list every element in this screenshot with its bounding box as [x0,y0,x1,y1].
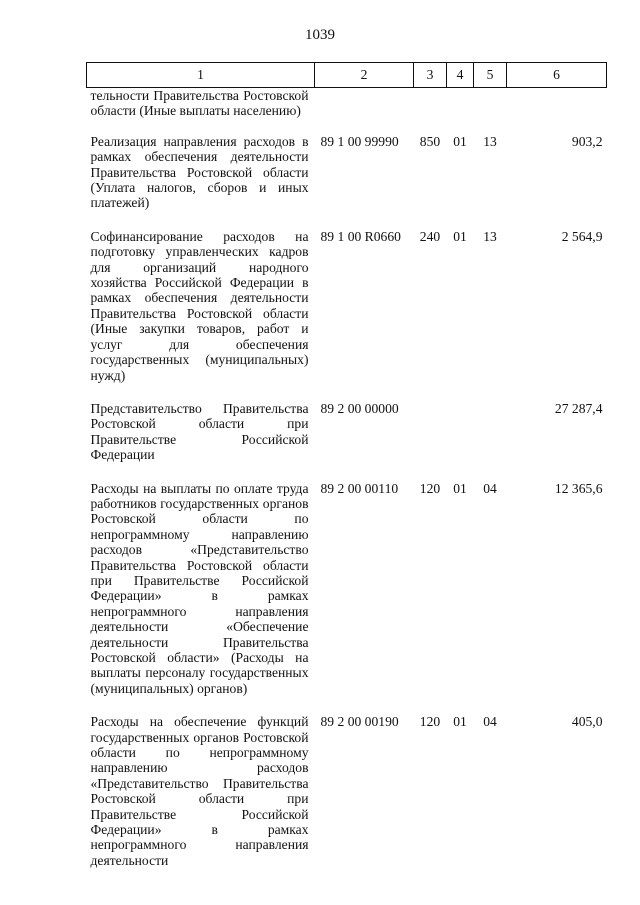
page-number: 1039 [305,27,335,43]
budget-table [86,62,607,886]
row-name: Представительство Правительства Ростовской области при Правительстве Российской Федерации [90,400,309,463]
row-pr: 04 [483,480,497,496]
row-rz: 01 [453,228,467,244]
header-col-3: 3 [414,63,447,88]
table-row [87,714,607,886]
row-pr: 13 [483,228,497,244]
row-rz: 01 [453,133,467,149]
row-sum: 405,0 [571,714,603,730]
row-code: 89 1 00 R0660 [320,228,401,244]
row-pr: 13 [483,133,497,149]
row-vr: 850 [419,133,441,149]
row-code: 89 1 00 99990 [320,133,399,149]
row-vr: 120 [419,714,441,730]
row-name: Расходы на обеспечение функций государственных органов Ростовской области по непрограммному направлению расходов «Представительство Правительства Ростовской области при Правительстве Российской Федерации» в рамках непрограммного направления деятельности [90,714,309,868]
row-vr [414,88,447,134]
row-vr: 240 [419,228,441,244]
row-rz: 01 [453,714,467,730]
row-code: 89 2 00 00110 [320,480,399,496]
row-rz [447,401,474,481]
table-row [87,401,607,481]
row-code: 89 2 00 00190 [320,714,399,730]
row-name: Расходы на выплаты по оплате труда работников государственных органов Ростовской области по непрограммному направлению расходов «Представительство Правительства Ростовской области при Правительстве Российской Федерации» в рамках непрограммного направления деятельности «Обеспечение деятельности Правительства Ростовской области» (Расходы на выплаты персоналу государственных (муниципальных) органов) [90,480,309,696]
table-row [87,229,607,401]
row-name: Реализация направления расходов в рамках обеспечения деятельности Правительства Ростовской области (Уплата налогов, сборов и иных платежей) [90,133,309,211]
row-rz [447,88,474,134]
row-vr [414,401,447,481]
header-col-1: 1 [87,63,315,88]
row-code: 89 2 00 00000 [320,400,399,416]
table-row [87,481,607,715]
row-name: Софинансирование расходов на подготовку управленческих кадров для организаций народного хозяйства Российской Федерации в рамках обеспечения деятельности Правительства Ростовской области (Иные закупки товаров, работ и услуг для обеспечения государственных (муниципальных) нужд) [90,228,309,383]
header-col-6: 6 [507,63,607,88]
row-sum: 903,2 [571,133,603,149]
header-col-5: 5 [474,63,507,88]
header-col-4: 4 [447,63,474,88]
row-pr: 04 [483,714,497,730]
row-pr [474,88,507,134]
row-name: тельности Правительства Ростовской области (Иные выплаты населению) [90,88,309,119]
row-vr: 120 [419,480,441,496]
table-row [87,134,607,229]
row-pr [474,401,507,481]
table-row [87,88,607,134]
row-sum: 27 287,4 [554,400,603,416]
header-col-2: 2 [315,63,414,88]
row-sum: 2 564,9 [561,228,603,244]
row-sum [507,88,607,134]
row-sum: 12 365,6 [554,480,603,496]
table-header-row [87,63,607,88]
row-code [315,88,414,134]
row-rz: 01 [453,480,467,496]
